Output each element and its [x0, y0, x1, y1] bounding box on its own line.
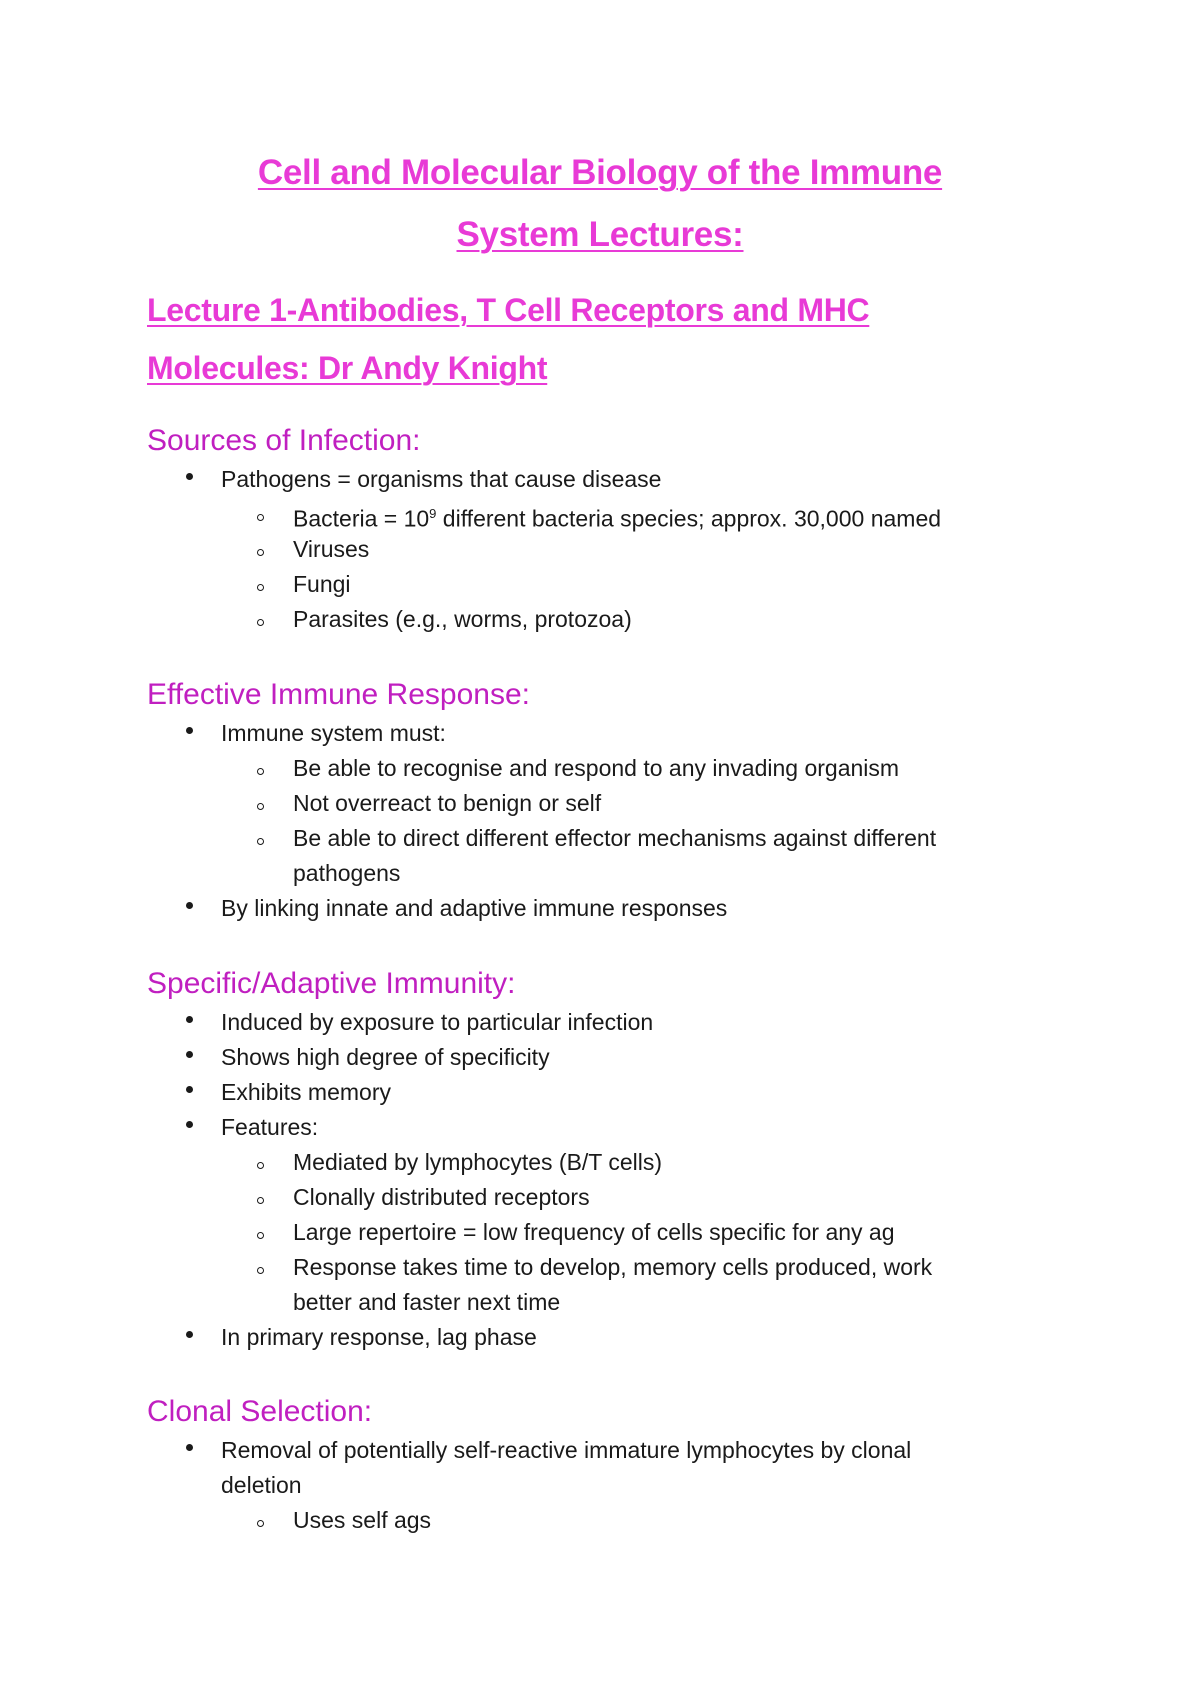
list-item: Removal of potentially self-reactive immature lymphocytes by clonal	[221, 1437, 912, 1463]
list-item: Response takes time to develop, memory cells produced, work	[293, 1254, 933, 1280]
list-item: Mediated by lymphocytes (B/T cells)	[293, 1149, 662, 1175]
list-item: Be able to recognise and respond to any invading organism	[293, 755, 900, 781]
sub-bullet-circle	[257, 803, 264, 810]
bullet-dot	[186, 902, 193, 909]
sub-bullet-circle	[257, 549, 264, 556]
sub-bullet-circle	[257, 1197, 264, 1204]
bullet-dot	[186, 1016, 193, 1023]
sub-bullet-circle	[257, 1162, 264, 1169]
sub-bullet-circle	[257, 768, 264, 775]
list-item: Large repertoire = low frequency of cells specific for any ag	[293, 1219, 895, 1245]
list-item: Uses self ags	[293, 1507, 432, 1533]
document-title-line-2: System Lectures:	[456, 215, 744, 254]
section-heading-effective: Effective Immune Response:	[147, 678, 530, 711]
list-item: By linking innate and adaptive immune responses	[221, 895, 728, 921]
list-item: In primary response, lag phase	[221, 1324, 537, 1350]
list-item: Not overreact to benign or self	[293, 790, 602, 816]
list-item: Features:	[221, 1114, 319, 1140]
bullet-dot	[186, 1086, 193, 1093]
bullet-dot	[186, 1444, 193, 1451]
list-item-continuation: pathogens	[293, 860, 401, 886]
sub-bullet-circle	[257, 1520, 264, 1527]
list-item: Be able to direct different effector mechanisms against different	[293, 825, 937, 851]
lecture-title-line-2: Molecules: Dr Andy Knight	[147, 350, 548, 386]
bacteria-text-rest: different bacteria species; approx. 30,000 named	[436, 505, 942, 532]
sub-bullet-circle	[257, 584, 264, 591]
lecture-title-line-1: Lecture 1-Antibodies, T Cell Receptors and MHC	[147, 292, 870, 328]
bullet-dot	[186, 473, 193, 480]
sub-bullet-circle	[257, 619, 264, 626]
bacteria-text: Bacteria = 10	[293, 505, 430, 532]
sub-bullet-circle	[257, 838, 264, 845]
bullet-dot	[186, 1051, 193, 1058]
section-heading-sources: Sources of Infection:	[147, 424, 421, 457]
section-heading-adaptive: Specific/Adaptive Immunity:	[147, 967, 516, 1000]
bullet-dot	[186, 1121, 193, 1128]
sub-bullet-circle	[257, 1232, 264, 1239]
list-item: Immune system must:	[221, 720, 446, 746]
list-item: Clonally distributed receptors	[293, 1184, 590, 1210]
list-item-bacteria	[293, 500, 941, 533]
list-item: Fungi	[293, 571, 351, 597]
list-item-continuation: deletion	[221, 1472, 302, 1498]
list-item: Parasites (e.g., worms, protozoa)	[293, 606, 632, 632]
list-item: Pathogens = organisms that cause disease	[221, 466, 662, 492]
list-item-continuation: better and faster next time	[293, 1289, 561, 1315]
bullet-dot	[186, 1331, 193, 1338]
document-title-line-1: Cell and Molecular Biology of the Immune	[257, 153, 943, 192]
list-item: Shows high degree of specificity	[221, 1044, 550, 1070]
sub-bullet-circle	[257, 1267, 264, 1274]
sub-bullet-circle	[257, 514, 264, 521]
list-item: Viruses	[293, 536, 370, 562]
bacteria-exponent: 9	[429, 506, 437, 521]
list-item: Induced by exposure to particular infection	[221, 1009, 654, 1035]
bullet-dot	[186, 727, 193, 734]
list-item: Exhibits memory	[221, 1079, 391, 1105]
section-heading-clonal: Clonal Selection:	[147, 1395, 373, 1428]
